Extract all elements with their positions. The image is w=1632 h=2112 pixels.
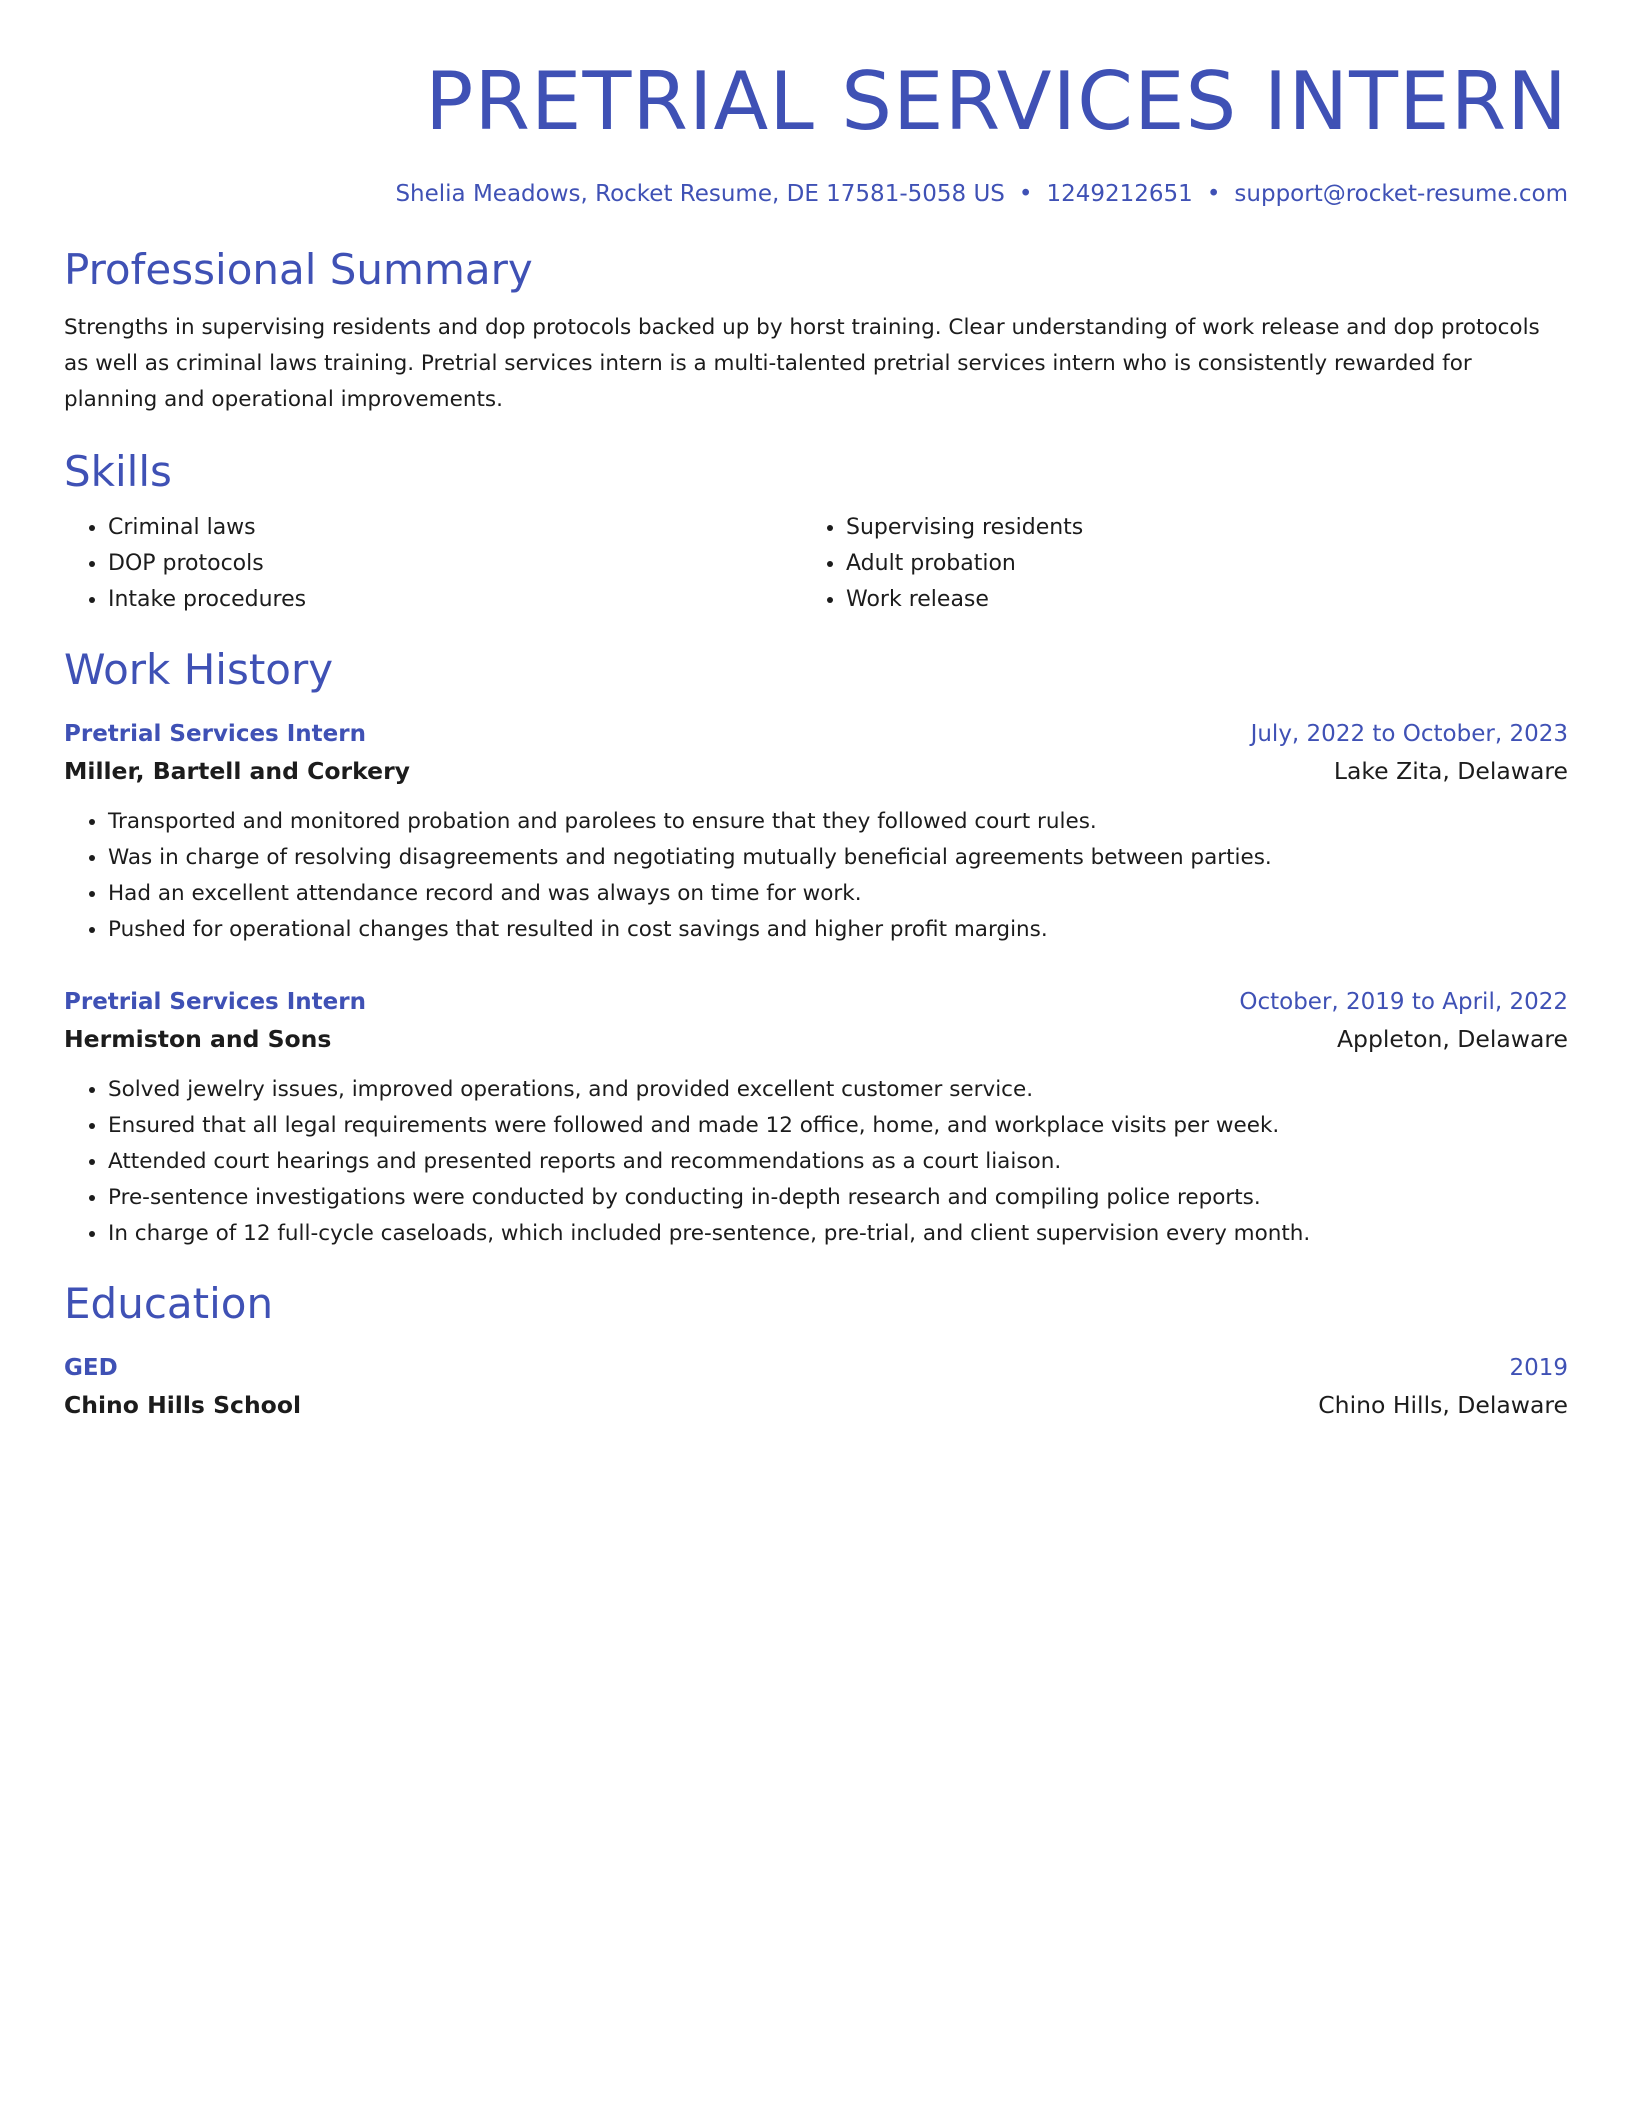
contact-separator: • bbox=[1018, 181, 1033, 207]
job-employer-row bbox=[64, 1020, 1568, 1058]
education-location: Chino Hills, Delaware bbox=[1318, 1391, 1568, 1419]
job-bullet: • Pushed for operational changes that resulted in cost savings and higher profit margins. bbox=[108, 912, 1568, 948]
job-bullet: • Transported and monitored probation and parolees to ensure that they followed court rules. bbox=[108, 804, 1568, 840]
contact-email: support@rocket-resume.com bbox=[1234, 181, 1568, 207]
job-bullet: • Solved jewelry issues, improved operations, and provided excellent customer service. bbox=[108, 1072, 1568, 1108]
skill-item: • Intake procedures bbox=[108, 582, 802, 618]
job-title: Pretrial Services Intern bbox=[64, 989, 366, 1015]
education-header-row bbox=[64, 1350, 1568, 1386]
job-entry bbox=[64, 984, 1568, 1252]
education-school: Chino Hills School bbox=[64, 1391, 302, 1419]
job-employer: Hermiston and Sons bbox=[64, 1025, 332, 1053]
job-bullet: • Ensured that all legal requirements were followed and made 12 office, home, and workplace visits per week. bbox=[108, 1108, 1568, 1144]
education-degree: GED bbox=[64, 1355, 118, 1381]
summary-text: Strengths in supervising residents and dop protocols backed up by horst training. Clear understanding of work release and dop protocols as well as criminal laws training. Pretrial services intern is a multi-talented pretrial services intern who is consistently rewarded for planning and operational improvements. bbox=[64, 315, 1540, 412]
skills-column-left bbox=[64, 510, 802, 618]
summary-heading: Professional Summary bbox=[64, 245, 533, 294]
job-bullet: • Attended court hearings and presented reports and recommendations as a court liaison. bbox=[108, 1144, 1568, 1180]
job-bullet: • Pre-sentence investigations were conducted by conducting in-depth research and compiling police reports. bbox=[108, 1180, 1568, 1216]
job-employer: Miller, Bartell and Corkery bbox=[64, 757, 410, 785]
contact-address: Shelia Meadows, Rocket Resume, DE 17581-5058 US bbox=[395, 181, 1005, 207]
skills-grid bbox=[64, 510, 1568, 618]
skill-item: • DOP protocols bbox=[108, 546, 802, 582]
job-bullet: • In charge of 12 full-cycle caseloads, which included pre-sentence, pre-trial, and client supervision every month. bbox=[108, 1216, 1568, 1252]
job-header-row bbox=[64, 716, 1568, 752]
education-entry bbox=[64, 1350, 1568, 1424]
job-bullets bbox=[64, 804, 1568, 948]
work-history-heading: Work History bbox=[64, 645, 334, 694]
job-bullet: • Was in charge of resolving disagreements and negotiating mutually beneficial agreements between parties. bbox=[108, 840, 1568, 876]
education-year: 2019 bbox=[1509, 1355, 1568, 1381]
job-dates: July, 2022 to October, 2023 bbox=[1250, 721, 1568, 747]
contact-phone: 1249212651 bbox=[1046, 181, 1193, 207]
education-heading: Education bbox=[64, 1279, 274, 1328]
contact-separator: • bbox=[1206, 181, 1221, 207]
job-dates: October, 2019 to April, 2022 bbox=[1239, 989, 1568, 1015]
job-employer-row bbox=[64, 752, 1568, 790]
skill-item: • Work release bbox=[846, 582, 1540, 618]
job-bullets bbox=[64, 1072, 1568, 1252]
skill-item: • Supervising residents bbox=[846, 510, 1540, 546]
job-location: Lake Zita, Delaware bbox=[1333, 757, 1568, 785]
job-title: Pretrial Services Intern bbox=[64, 721, 366, 747]
skills-column-right bbox=[802, 510, 1540, 618]
education-school-row bbox=[64, 1386, 1568, 1424]
job-bullet: • Had an excellent attendance record and was always on time for work. bbox=[108, 876, 1568, 912]
skill-item: • Criminal laws bbox=[108, 510, 802, 546]
skills-heading: Skills bbox=[64, 447, 172, 496]
contact-line bbox=[64, 178, 1568, 210]
job-entry bbox=[64, 716, 1568, 948]
job-location: Appleton, Delaware bbox=[1336, 1025, 1568, 1053]
job-header-row bbox=[64, 984, 1568, 1020]
skill-item: • Adult probation bbox=[846, 546, 1540, 582]
resume-title: PRETRIAL SERVICES INTERN bbox=[425, 55, 1568, 148]
